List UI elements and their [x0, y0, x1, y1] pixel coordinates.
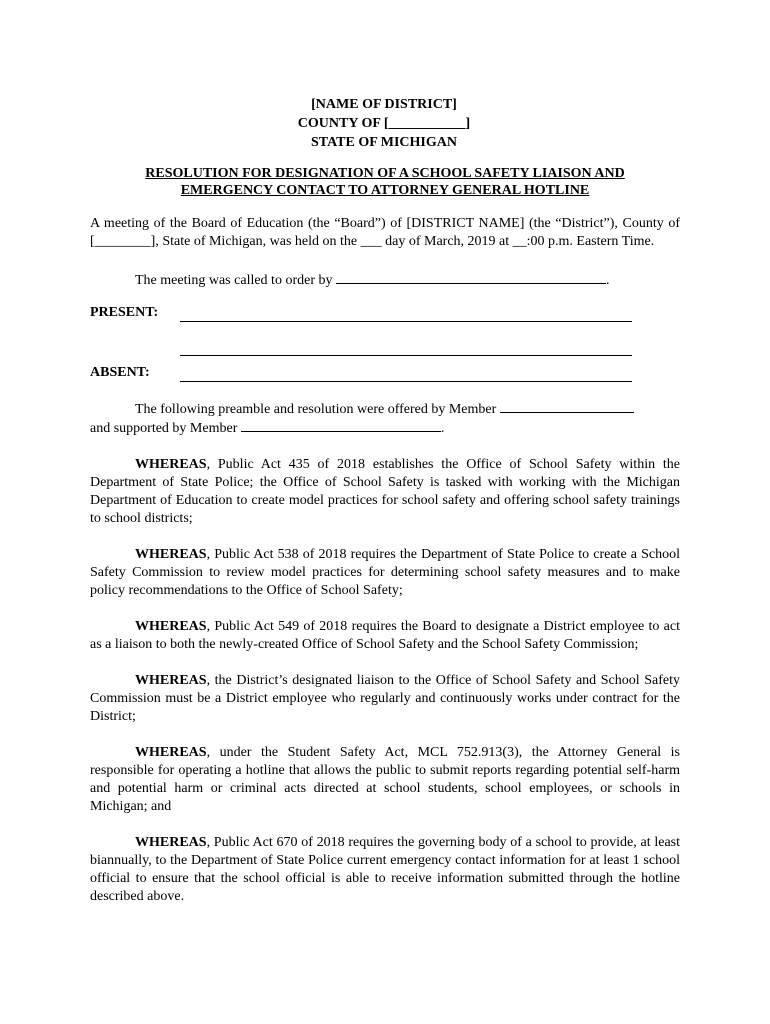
whereas-clause	[90, 546, 680, 600]
whereas-keyword: WHEREAS	[135, 673, 207, 688]
supported-by-blank	[241, 419, 441, 432]
document-header	[88, 95, 680, 152]
resolution-title	[90, 165, 680, 199]
present-row	[90, 302, 680, 322]
whereas-text: , Public Act 670 of 2018 requires the governing body of a school to provide, at least biannually, to the Department of State Police current emergency contact information for at least 1 school official to ensure that the school official is able to receive information submitted through the hotline described above.	[90, 835, 680, 904]
resolution-title-line-2: EMERGENCY CONTACT TO ATTORNEY GENERAL HOTLINE	[180, 183, 590, 198]
whereas-text: , Public Act 435 of 2018 establishes the Office of School Safety within the Department of State Police; the Office of School Safety is tasked with working with the Michigan Department of Education to create model practices for school safety and offering school safety trainings to school districts;	[90, 457, 680, 526]
offered-by-blank	[500, 400, 634, 413]
whereas-clause	[90, 744, 680, 816]
state-name: STATE OF MICHIGAN	[311, 135, 457, 150]
whereas-text: , Public Act 538 of 2018 requires the Department of State Police to create a School Safety Commission to review model practices for determining school safety measures and to make policy recommendations to the Office of School Safety;	[90, 547, 680, 598]
called-to-order-text: The meeting was called to order by	[135, 273, 333, 288]
supported-by-period: .	[440, 421, 445, 436]
present-blank-line-1	[180, 306, 632, 322]
whereas-clause	[90, 834, 680, 906]
absent-row	[90, 362, 680, 382]
whereas-clause	[90, 672, 680, 726]
supported-by-text: and supported by Member	[90, 421, 238, 436]
present-label: PRESENT:	[90, 305, 159, 320]
district-name: [NAME OF DISTRICT]	[311, 97, 457, 112]
offered-by-text: The following preamble and resolution were offered by Member	[135, 402, 497, 417]
resolution-title-line-1: RESOLUTION FOR DESIGNATION OF A SCHOOL SAFETY LIAISON AND	[145, 166, 625, 181]
county-name: COUNTY OF [___________]	[297, 116, 471, 131]
present-row-continued	[90, 336, 680, 356]
offered-by-paragraph	[90, 400, 680, 438]
whereas-keyword: WHEREAS	[135, 745, 207, 760]
whereas-keyword: WHEREAS	[135, 547, 207, 562]
whereas-keyword: WHEREAS	[135, 835, 207, 850]
called-to-order-blank	[336, 271, 606, 284]
absent-label: ABSENT:	[90, 365, 150, 380]
whereas-keyword: WHEREAS	[135, 457, 207, 472]
meeting-intro-paragraph: A meeting of the Board of Education (the “Board”) of [DISTRICT NAME] (the “District”), County of [________], State of Michigan, was held on the ___ day of March, 2019 at __:00 p.m. Eastern Time.	[90, 216, 680, 249]
whereas-text: , the District’s designated liaison to the Office of School Safety and School Safety Commission must be a District employee who regularly and continuously works under contract for the District;	[90, 673, 680, 724]
whereas-keyword: WHEREAS	[135, 619, 207, 634]
called-to-order-period: .	[605, 273, 610, 288]
whereas-clause	[90, 618, 680, 654]
whereas-text: , Public Act 549 of 2018 requires the Board to designate a District employee to act as a liaison to both the newly-created Office of School Safety and the School Safety Commission;	[90, 619, 680, 652]
present-blank-line-2	[180, 340, 632, 356]
called-to-order-line	[90, 271, 680, 290]
absent-blank-line	[180, 366, 632, 382]
whereas-clause	[90, 456, 680, 528]
whereas-text: , under the Student Safety Act, MCL 752.913(3), the Attorney General is responsible for operating a hotline that allows the public to submit reports regarding potential self-harm and potential harm or criminal acts directed at school students, school employees, or schools in Michigan; and	[90, 745, 680, 814]
